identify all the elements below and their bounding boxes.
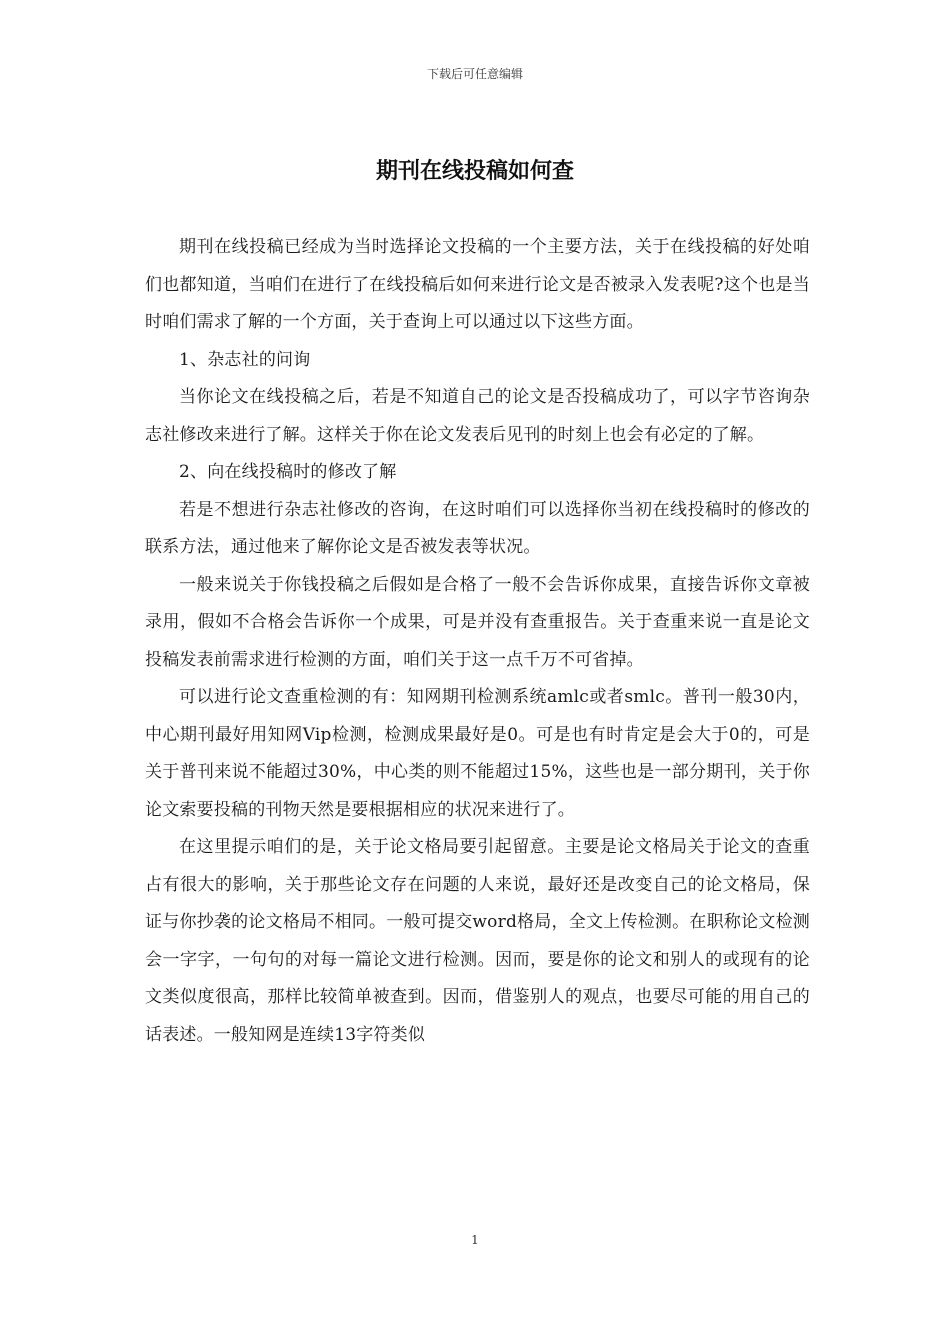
paragraph-plagiarism-check: 可以进行论文查重检测的有：知网期刊检测系统amlc或者smlc。普刊一般30内，中心期刊最好用知网Vip检测，检测成果最好是0。可是也有时肯定是会大于0的，可是关于普刊来说不能超过30%，中心类的则不能超过15%，这些也是一部分期刊，关于你论文索要投稿的刊物天然是要根据相应的状况来进行了。 bbox=[145, 687, 810, 820]
page-number: 1 bbox=[471, 1233, 479, 1247]
page-header: 下载后可任意编辑 bbox=[426, 67, 523, 81]
document-body bbox=[145, 229, 810, 1054]
section-heading-1: 1、杂志社的问询 bbox=[179, 349, 311, 370]
paragraph-format-tip: 在这里提示咱们的是，关于论文格局要引起留意。主要是论文格局关于论文的查重占有很大的影响，关于那些论文存在问题的人来说，最好还是改变自己的论文格局，保证与你抄袭的论文格局不相同。一般可提交word格局，全文上传检测。在职称论文检测会一字字，一句句的对每一篇论文进行检测。因而，要是你的论文和别人的或现有的论文类似度很高，那样比较简单被查到。因而，借鉴别人的观点，也要尽可能的用自己的话表述。一般知网是连续13字符类似 bbox=[145, 837, 810, 1045]
document-title: 期刊在线投稿如何查 bbox=[375, 158, 574, 184]
paragraph-intro: 期刊在线投稿已经成为当时选择论文投稿的一个主要方法，关于在线投稿的好处咱们也都知道，当咱们在进行了在线投稿后如何来进行论文是否被录入发表呢?这个也是当时咱们需求了解的一个方面，关于查询上可以通过以下这些方面。 bbox=[145, 237, 810, 332]
paragraph-section-1: 当你论文在线投稿之后，若是不知道自己的论文是否投稿成功了，可以字节咨询杂志社修改来进行了解。这样关于你在论文发表后见刊的时刻上也会有必定的了解。 bbox=[145, 387, 810, 445]
paragraph-review-result: 一般来说关于你钱投稿之后假如是合格了一般不会告诉你成果，直接告诉你文章被录用，假如不合格会告诉你一个成果，可是并没有查重报告。关于查重来说一直是论文投稿发表前需求进行检测的方面，咱们关于这一点千万不可省掉。 bbox=[145, 574, 810, 670]
paragraph-section-2: 若是不想进行杂志社修改的咨询，在这时咱们可以选择你当初在线投稿时的修改的联系方法，通过他来了解你论文是否被发表等状况。 bbox=[145, 499, 810, 557]
section-heading-2: 2、向在线投稿时的修改了解 bbox=[179, 462, 397, 482]
